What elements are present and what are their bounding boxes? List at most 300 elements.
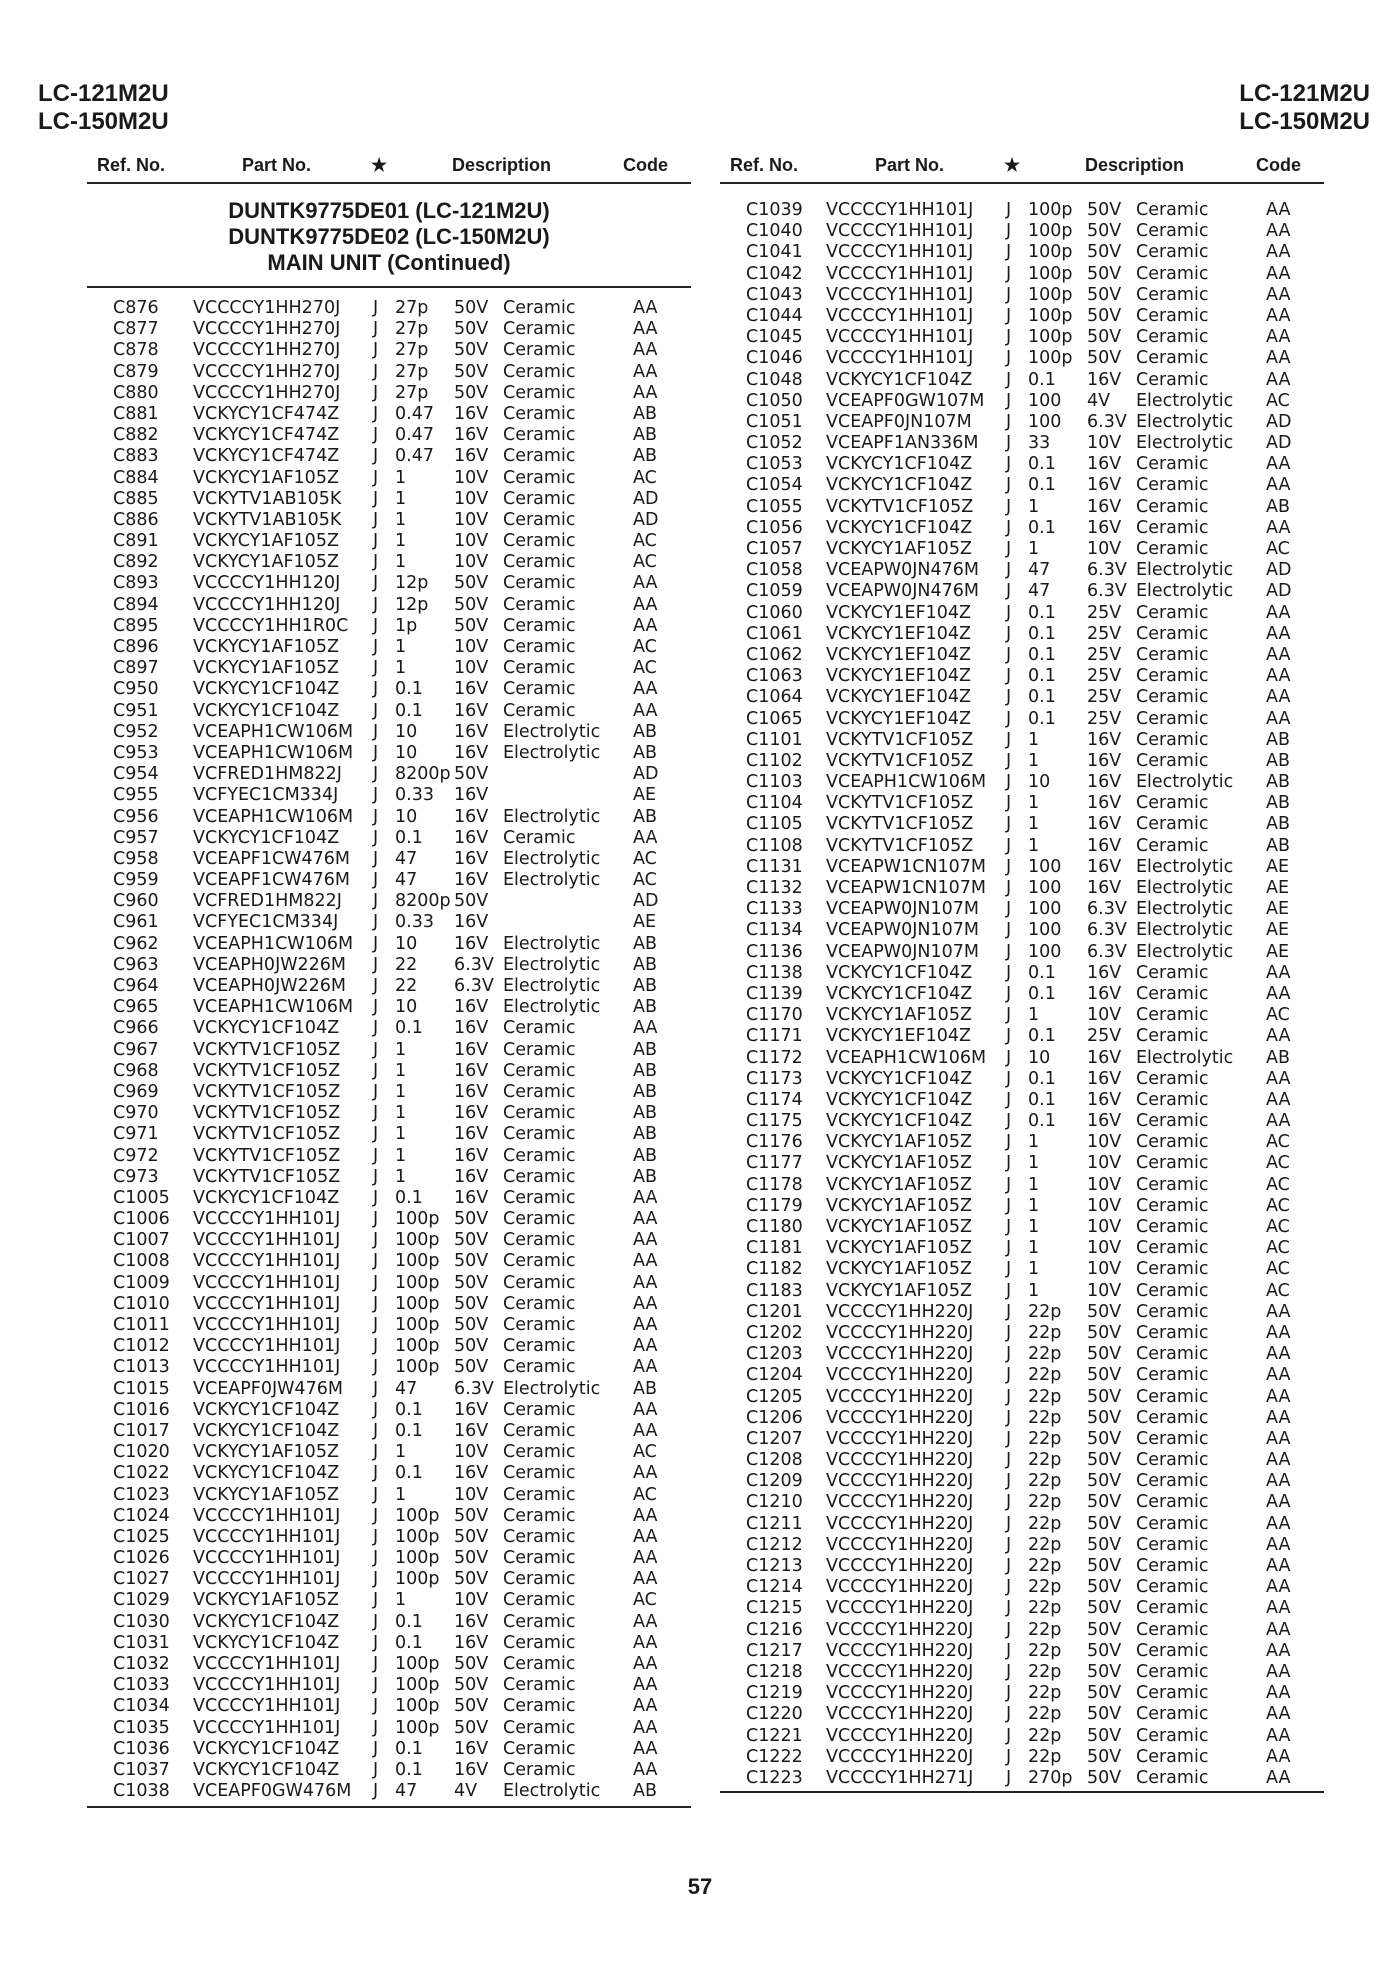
description-cell: Ceramic <box>503 1039 576 1060</box>
description-cell: Ceramic <box>1136 623 1209 644</box>
code-cell: AA <box>1266 1068 1291 1089</box>
mark-cell: J <box>1006 581 1012 602</box>
mark-cell: J <box>373 1124 379 1145</box>
mark-cell: J <box>1006 1365 1012 1386</box>
part-no-cell: VCKYCY1EF104Z <box>826 623 972 644</box>
description-cell: Ceramic <box>1136 1661 1209 1682</box>
ref-no-cell: C1101 <box>746 729 803 750</box>
mark-cell: J <box>1006 1111 1012 1132</box>
code-cell: AC <box>633 1590 657 1611</box>
voltage-cell: 50V <box>1087 1407 1122 1428</box>
table-row <box>87 1082 691 1103</box>
part-no-cell: VCCCCY1HH220J <box>826 1683 974 1704</box>
ref-no-cell: C895 <box>113 615 159 636</box>
voltage-cell: 50V <box>454 594 489 615</box>
code-cell: AB <box>633 1103 657 1124</box>
value-cell: 0.1 <box>1028 962 1056 983</box>
description-cell: Ceramic <box>503 1209 576 1230</box>
table-row <box>87 298 691 319</box>
voltage-cell: 50V <box>1087 348 1122 369</box>
mark-cell: J <box>1006 454 1012 475</box>
part-no-cell: VCCCCY1HH101J <box>193 1272 341 1293</box>
mark-cell: J <box>373 1272 379 1293</box>
code-cell: AA <box>1266 517 1291 538</box>
mark-cell: J <box>373 467 379 488</box>
ref-no-cell: C969 <box>113 1081 159 1102</box>
ref-no-cell: C1033 <box>113 1675 170 1696</box>
description-cell: Ceramic <box>1136 729 1209 750</box>
value-cell: 1 <box>395 1081 407 1102</box>
code-cell: AA <box>1266 369 1291 390</box>
table-row <box>87 1485 691 1506</box>
code-cell: AA <box>633 319 658 340</box>
table-row <box>87 1633 691 1654</box>
code-cell: AC <box>633 658 657 679</box>
mark-cell: J <box>373 658 379 679</box>
voltage-cell: 10V <box>1087 1005 1122 1026</box>
value-cell: 10 <box>395 933 418 954</box>
ref-no-cell: C1173 <box>746 1068 803 1089</box>
voltage-cell: 10V <box>454 509 489 530</box>
value-cell: 100p <box>395 1293 440 1314</box>
value-cell: 22p <box>1028 1513 1062 1534</box>
description-cell: Ceramic <box>503 531 576 552</box>
value-cell: 100p <box>395 1569 440 1590</box>
description-cell: Ceramic <box>503 425 576 446</box>
description-cell: Ceramic <box>503 1590 576 1611</box>
value-cell: 8200p <box>395 891 451 912</box>
mark-cell: J <box>373 1505 379 1526</box>
value-cell: 10 <box>395 721 418 742</box>
value-cell: 22p <box>1028 1301 1062 1322</box>
voltage-cell: 50V <box>454 1505 489 1526</box>
description-cell: Ceramic <box>1136 1704 1209 1725</box>
value-cell: 100p <box>395 1696 440 1717</box>
mark-cell: J <box>373 742 379 763</box>
mark-cell: J <box>373 403 379 424</box>
description-cell: Electrolytic <box>1136 1047 1234 1068</box>
description-cell: Ceramic <box>503 1081 576 1102</box>
table-row <box>720 497 1324 518</box>
mark-cell: J <box>373 976 379 996</box>
description-cell: Ceramic <box>503 1548 576 1569</box>
part-no-cell: VCEAPH1CW106M <box>826 772 987 793</box>
mark-cell: J <box>1006 1047 1012 1068</box>
voltage-cell: 50V <box>1087 1661 1122 1682</box>
ref-no-cell: C1183 <box>746 1280 803 1301</box>
value-cell: 1 <box>1028 539 1040 559</box>
code-cell: AA <box>633 1209 658 1230</box>
part-no-cell: VCCCCY1HH101J <box>826 242 974 263</box>
code-cell: AA <box>633 382 658 403</box>
description-cell: Ceramic <box>503 467 576 488</box>
code-cell: AD <box>633 891 659 912</box>
table-row <box>87 1569 691 1590</box>
code-cell: AA <box>633 594 658 615</box>
description-cell: Ceramic <box>1136 1386 1209 1407</box>
code-cell: AA <box>633 1759 658 1780</box>
value-cell: 10 <box>1028 1047 1051 1068</box>
voltage-cell: 10V <box>454 1590 489 1611</box>
mark-cell: J <box>1006 369 1012 390</box>
description-cell: Ceramic <box>503 1442 576 1463</box>
code-cell: AA <box>1266 1661 1291 1682</box>
ref-no-cell: C884 <box>113 467 159 488</box>
table-row <box>87 1103 691 1124</box>
description-cell: Ceramic <box>1136 1322 1209 1343</box>
description-cell: Ceramic <box>1136 496 1209 517</box>
code-cell: AC <box>633 870 657 891</box>
parts-list-right <box>720 184 1324 1793</box>
mark-cell: J <box>1006 200 1012 220</box>
part-no-cell: VCCCCY1HH220J <box>826 1386 974 1407</box>
ref-no-cell: C1030 <box>113 1611 170 1632</box>
voltage-cell: 50V <box>1087 1386 1122 1407</box>
code-cell: AA <box>633 827 658 848</box>
part-no-cell: VCKYCY1AF105Z <box>826 1195 972 1216</box>
part-no-cell: VCEAPW1CN107M <box>826 856 987 877</box>
table-row <box>87 849 691 870</box>
voltage-cell: 50V <box>454 1654 489 1674</box>
ref-no-cell: C1139 <box>746 983 803 1004</box>
description-cell: Ceramic <box>503 1675 576 1696</box>
code-cell: AA <box>1266 200 1291 220</box>
table-row <box>87 489 691 510</box>
value-cell: 100p <box>395 1230 440 1251</box>
value-cell: 100p <box>395 1654 440 1674</box>
mark-cell: J <box>1006 1640 1012 1661</box>
value-cell: 0.1 <box>395 1399 423 1420</box>
description-cell: Ceramic <box>1136 793 1209 814</box>
voltage-cell: 6.3V <box>1087 941 1127 962</box>
section-title-line: DUNTK9775DE02 (LC-150M2U) <box>228 224 550 249</box>
mark-cell: J <box>1006 539 1012 559</box>
value-cell: 22p <box>1028 1534 1062 1555</box>
part-no-cell: VCEAPH1CW106M <box>193 997 354 1018</box>
voltage-cell: 16V <box>454 1166 489 1187</box>
part-no-cell: VCKYCY1CF104Z <box>193 1738 340 1759</box>
code-cell: AA <box>633 1251 658 1272</box>
ref-no-cell: C1037 <box>113 1759 170 1780</box>
value-cell: 1 <box>1028 750 1040 771</box>
mark-cell: J <box>1006 983 1012 1004</box>
table-header <box>87 148 691 184</box>
code-cell: AB <box>633 1166 657 1187</box>
code-cell: AC <box>1266 1132 1290 1153</box>
mark-cell: J <box>373 615 379 636</box>
mark-cell: J <box>373 1378 379 1399</box>
voltage-cell: 50V <box>1087 1365 1122 1386</box>
part-no-cell: VCKYTV1AB105K <box>193 488 342 509</box>
ref-no-cell: C1045 <box>746 327 803 348</box>
voltage-cell: 10V <box>454 1442 489 1463</box>
value-cell: 0.1 <box>395 1611 423 1632</box>
mark-cell: J <box>373 340 379 361</box>
table-row <box>720 751 1324 772</box>
mark-cell: J <box>1006 390 1012 411</box>
value-cell: 100p <box>1028 348 1073 369</box>
description-cell: Ceramic <box>1136 1005 1209 1026</box>
part-no-cell: VCCCCY1HH270J <box>193 298 341 318</box>
ref-no-cell: C1216 <box>746 1619 803 1640</box>
mark-cell: J <box>373 1781 379 1802</box>
value-cell: 100p <box>395 1357 440 1378</box>
table-row <box>720 264 1324 285</box>
voltage-cell: 25V <box>1087 708 1122 729</box>
value-cell: 22p <box>1028 1450 1062 1471</box>
value-cell: 1 <box>1028 1174 1040 1195</box>
part-no-cell: VCKYCY1AF105Z <box>826 1005 972 1026</box>
voltage-cell: 16V <box>454 912 489 933</box>
part-no-cell: VCKYCY1AF105Z <box>826 1217 972 1237</box>
ref-no-cell: C1206 <box>746 1407 803 1428</box>
value-cell: 22p <box>1028 1428 1062 1449</box>
voltage-cell: 10V <box>454 658 489 679</box>
part-no-cell: VCKYTV1CF105Z <box>826 496 974 517</box>
mark-cell: J <box>1006 899 1012 920</box>
value-cell: 22p <box>1028 1683 1062 1704</box>
description-cell: Ceramic <box>1136 1577 1209 1598</box>
mark-cell: J <box>373 1145 379 1166</box>
code-cell: AA <box>1266 1577 1291 1598</box>
part-no-cell: VCKYCY1CF104Z <box>826 1089 973 1110</box>
code-cell: AA <box>633 1548 658 1569</box>
code-cell: AA <box>1266 602 1291 623</box>
part-no-cell: VCCCCY1HH270J <box>193 382 341 403</box>
value-cell: 0.1 <box>395 1759 423 1780</box>
part-no-cell: VCKYCY1CF104Z <box>193 1632 340 1653</box>
value-cell: 22p <box>1028 1746 1062 1767</box>
mark-cell: J <box>373 361 379 382</box>
mark-cell: J <box>1006 1428 1012 1449</box>
description-cell: Ceramic <box>1136 962 1209 983</box>
description-cell: Ceramic <box>1136 1111 1209 1132</box>
code-cell: AA <box>1266 708 1291 729</box>
table-row <box>720 920 1324 941</box>
table-row <box>87 1612 691 1633</box>
part-no-cell: VCFRED1HM822J <box>193 891 342 912</box>
description-cell: Ceramic <box>1136 983 1209 1004</box>
ref-no-cell: C953 <box>113 742 159 763</box>
ref-no-cell: C1213 <box>746 1556 803 1576</box>
mark-cell: J <box>373 446 379 467</box>
value-cell: 0.1 <box>395 827 423 848</box>
value-cell: 1 <box>1028 1195 1040 1216</box>
description-cell: Ceramic <box>1136 1640 1209 1661</box>
code-cell: AB <box>1266 793 1290 814</box>
mark-cell: J <box>373 1611 379 1632</box>
model-name: LC-121M2U <box>38 80 169 107</box>
mark-cell: J <box>373 1548 379 1569</box>
ref-no-cell: C1174 <box>746 1089 803 1110</box>
ref-no-cell: C1219 <box>746 1683 803 1704</box>
mark-cell: J <box>1006 1683 1012 1704</box>
part-no-cell: VCKYCY1CF104Z <box>193 700 340 721</box>
value-cell: 0.1 <box>395 1018 423 1039</box>
table-row <box>720 1641 1324 1662</box>
table-row <box>720 645 1324 666</box>
voltage-cell: 50V <box>1087 1640 1122 1661</box>
part-no-cell: VCEAPH0JW226M <box>193 954 347 975</box>
description-cell: Ceramic <box>503 637 576 657</box>
value-cell: 0.1 <box>395 1738 423 1759</box>
value-cell: 100 <box>1028 411 1062 432</box>
table-row <box>720 1281 1324 1302</box>
value-cell: 1 <box>1028 1280 1040 1301</box>
code-cell: AB <box>633 446 657 467</box>
mark-cell: J <box>1006 1450 1012 1471</box>
table-row <box>87 1718 691 1739</box>
voltage-cell: 10V <box>454 1484 489 1505</box>
mark-cell: J <box>1006 1344 1012 1365</box>
ref-no-cell: C1032 <box>113 1654 170 1674</box>
ref-no-cell: C1013 <box>113 1357 170 1378</box>
code-cell: AA <box>1266 1026 1291 1047</box>
voltage-cell: 6.3V <box>1087 581 1127 602</box>
mark-cell: J <box>373 573 379 594</box>
part-no-cell: VCKYTV1CF105Z <box>826 814 974 835</box>
mark-cell: J <box>1006 1174 1012 1195</box>
table-row <box>87 1675 691 1696</box>
mark-cell: J <box>373 891 379 912</box>
code-cell: AA <box>633 1675 658 1696</box>
part-no-cell: VCCCCY1HH270J <box>193 340 341 361</box>
table-row <box>87 1018 691 1039</box>
mark-cell: J <box>1006 560 1012 581</box>
description-cell: Electrolytic <box>503 870 601 891</box>
part-no-cell: VCKYCY1EF104Z <box>826 644 972 665</box>
table-row <box>720 857 1324 878</box>
part-no-cell: VCEAPF0GW476M <box>193 1781 352 1802</box>
description-cell: Ceramic <box>1136 1767 1209 1788</box>
table-row <box>720 1662 1324 1683</box>
ref-no-cell: C1220 <box>746 1704 803 1725</box>
code-cell: AE <box>1266 878 1290 898</box>
ref-no-cell: C1131 <box>746 856 803 877</box>
value-cell: 1 <box>1028 793 1040 814</box>
voltage-cell: 50V <box>1087 1556 1122 1576</box>
code-cell: AA <box>633 361 658 382</box>
value-cell: 0.1 <box>1028 983 1056 1004</box>
value-cell: 47 <box>395 848 418 869</box>
table-row <box>720 624 1324 645</box>
ref-no-cell: C1136 <box>746 941 803 962</box>
code-cell: AA <box>1266 644 1291 665</box>
mark-cell: J <box>373 319 379 340</box>
voltage-cell: 50V <box>454 319 489 340</box>
table-row <box>87 658 691 679</box>
voltage-cell: 50V <box>1087 221 1122 242</box>
part-no-cell: VCEAPW0JN476M <box>826 560 979 581</box>
mark-cell: J <box>373 1293 379 1314</box>
code-cell: AB <box>633 1124 657 1145</box>
ref-no-cell: C1038 <box>113 1781 170 1802</box>
value-cell: 1 <box>1028 496 1040 517</box>
ref-no-cell: C894 <box>113 594 159 615</box>
ref-no-cell: C1036 <box>113 1738 170 1759</box>
value-cell: 27p <box>395 319 429 340</box>
mark-cell: J <box>373 1420 379 1441</box>
voltage-cell: 16V <box>1087 962 1122 983</box>
table-row <box>87 828 691 849</box>
ref-no-cell: C957 <box>113 827 159 848</box>
voltage-cell: 16V <box>454 870 489 891</box>
part-no-cell: VCKYTV1CF105Z <box>193 1060 341 1081</box>
value-cell: 1 <box>395 637 407 657</box>
voltage-cell: 16V <box>1087 475 1122 496</box>
voltage-cell: 50V <box>1087 200 1122 220</box>
description-cell: Ceramic <box>1136 263 1209 284</box>
description-cell: Ceramic <box>1136 475 1209 496</box>
part-no-cell: VCKYCY1EF104Z <box>826 1026 972 1047</box>
value-cell: 10 <box>395 997 418 1018</box>
description-cell: Ceramic <box>503 573 576 594</box>
voltage-cell: 16V <box>454 1081 489 1102</box>
code-cell: AA <box>633 615 658 636</box>
table-row <box>720 327 1324 348</box>
mark-cell: J <box>1006 920 1012 941</box>
code-cell: AB <box>633 1378 657 1399</box>
voltage-cell: 10V <box>1087 1174 1122 1195</box>
model-heading-left <box>38 80 169 136</box>
mark-cell: J <box>1006 1513 1012 1534</box>
table-row <box>720 709 1324 730</box>
voltage-cell: 4V <box>454 1781 478 1802</box>
voltage-cell: 16V <box>454 933 489 954</box>
table-row <box>87 997 691 1018</box>
mark-cell: J <box>1006 348 1012 369</box>
code-cell: AA <box>633 1505 658 1526</box>
value-cell: 10 <box>395 806 418 827</box>
code-cell: AE <box>633 785 657 806</box>
code-cell: AB <box>1266 835 1290 856</box>
description-cell: Ceramic <box>503 1399 576 1420</box>
voltage-cell: 16V <box>454 1103 489 1124</box>
table-row <box>87 425 691 446</box>
description-cell: Electrolytic <box>1136 856 1234 877</box>
voltage-cell: 10V <box>1087 1195 1122 1216</box>
mark-cell: J <box>373 1039 379 1060</box>
part-no-cell: VCKYTV1CF105Z <box>826 729 974 750</box>
mark-cell: J <box>373 509 379 530</box>
code-cell: AA <box>1266 221 1291 242</box>
voltage-cell: 50V <box>1087 1471 1122 1492</box>
description-cell: Electrolytic <box>1136 411 1234 432</box>
parts-column-left <box>87 148 691 1808</box>
mark-cell: J <box>1006 1556 1012 1576</box>
part-no-cell: VCKYTV1CF105Z <box>193 1081 341 1102</box>
part-no-cell: VCCCCY1HH101J <box>826 348 974 369</box>
mark-cell: J <box>1006 878 1012 898</box>
mark-cell: J <box>1006 772 1012 793</box>
ref-no-cell: C1060 <box>746 602 803 623</box>
description-cell: Ceramic <box>1136 1280 1209 1301</box>
table-row <box>87 446 691 467</box>
code-cell: AC <box>633 531 657 552</box>
voltage-cell: 16V <box>1087 835 1122 856</box>
description-cell: Ceramic <box>503 403 576 424</box>
voltage-cell: 16V <box>454 1039 489 1060</box>
ref-no-cell: C961 <box>113 912 159 933</box>
table-row <box>87 1463 691 1484</box>
part-no-cell: VCCCCY1HH220J <box>826 1640 974 1661</box>
mark-cell: J <box>1006 327 1012 348</box>
ref-no-cell: C897 <box>113 658 159 679</box>
code-cell: AE <box>633 912 657 933</box>
part-no-cell: VCKYTV1CF105Z <box>826 793 974 814</box>
value-cell: 100p <box>395 1251 440 1272</box>
description-cell: Electrolytic <box>503 742 601 763</box>
